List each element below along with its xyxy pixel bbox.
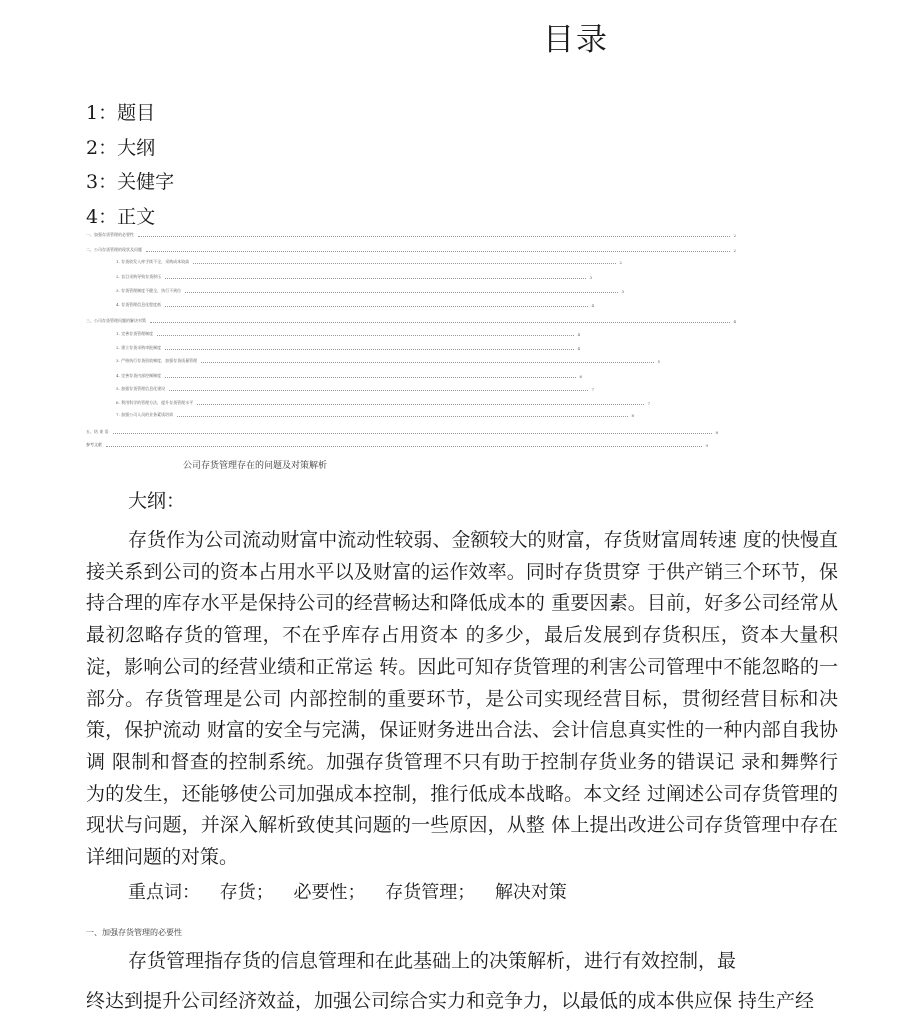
toc-label: 二、公司存货管理的现状及问题 [86,247,142,252]
toc-page: 7 [591,387,594,392]
toc-page: 2 [733,233,736,238]
toc-label: 4. 完善存货内部控制制度 [116,373,162,378]
outline-item: 2：大纲 [86,136,156,159]
outline-item: 3：关健字 [86,171,175,193]
section-heading: 一、加强存货管理的必要性 [86,928,182,937]
toc-label: 参考文献 [86,442,102,447]
outline-item: 4：正文 [86,205,156,228]
keywords-line [128,878,581,904]
body-text-line: 存货管理指存货的信息管理和在此基础上的决策解析，进行有效控制，最 [128,950,737,972]
abstract-label: 大纲： [128,490,186,512]
toc-label: 1. 存货收发入库手续不全，采购成本较高 [116,259,190,264]
toc-page: 4 [733,319,736,324]
toc-entry[interactable] [116,345,580,351]
document-subtitle: 公司存货管理存在的问题及对策解析 [183,461,328,471]
toc-page: 2 [733,248,736,253]
toc-label: 一、加强存货管理的必要性 [86,232,134,237]
keyword: 解决对策 [494,882,567,903]
toc-page: 8 [631,413,634,418]
toc-label: 3. 存货管理制度不健全，执行不到位 [116,288,182,293]
toc-page: 4 [577,332,580,337]
toc-entry[interactable] [86,442,708,448]
toc-entry[interactable] [116,302,594,308]
toc-label: 3. 严格执行存货验收制度，加强存货质量管理 [116,358,198,363]
keyword: 存货管理； [385,882,476,903]
toc-label: 五、结 束 语 [86,429,109,434]
outline-list [86,96,174,234]
toc-entry[interactable] [116,331,580,337]
toc-page: 2 [619,260,622,265]
toc-page: 4 [577,346,580,351]
toc-entry[interactable] [86,429,718,435]
toc-page: 9 [705,443,708,448]
toc-entry[interactable] [116,412,634,418]
toc-label: 2. 建立存货采购审批制度 [116,345,162,350]
toc-page: 6 [579,374,582,379]
toc-label: 三、公司存货管理问题的解决对策 [86,318,146,323]
toc-entry[interactable] [116,386,594,392]
body-text-line: 终达到提升公司经济效益，加强公司综合实力和竞争力，以最低的成本供应保 持生产经 [86,990,815,1012]
keyword: 存货； [219,882,274,903]
toc-entry[interactable] [116,358,660,364]
toc-entry[interactable] [116,288,624,294]
toc-entry[interactable] [86,318,736,324]
toc-label: 2. 盲目采购导致存货积压 [116,274,162,279]
toc-page: 3 [589,275,592,280]
toc-label: 6. 利用科学的管理方法，提升存货管理水平 [116,400,194,405]
toc-page: 4 [591,303,594,308]
keyword: 必要性； [293,882,366,903]
toc-entry[interactable] [116,373,582,379]
toc-entry[interactable] [116,259,622,265]
toc-page: 5 [657,359,660,364]
page-title: 目录 [543,22,609,58]
keywords-label: 重点词： [128,882,200,903]
abstract-paragraph: 存货作为公司流动财富中流动性较弱、金额较大的财富，存货财富周转速 度的快慢直接关系到公司的资本占用水平以及财富的运作效率。同时存货贯穿 于供产销三个环节，保持合理的库存水平是保持公司的经营畅达和降低成本的 重要因素。目前，好多公司经常从最初忽略存货的管理，不在乎库存占用资本 的多少，最后发展到存货积压，资本大量积淀，影响公司的经营业绩和正常运 转。因此可知存货管理的利害公司管理中不能忽略的一部分。存货管理是公司 内部控制的重要环节，是公司实现经营目标，贯彻经营目标和决策，保护流动 财富的安全与完满，保证财务进出合法、会计信息真实性的一种内部自我协调 限制和督查的控制系统。加强存货管理不只有助于控制存货业务的错误记 录和舞弊行为的发生，还能够使公司加强成本控制，推行低成本战略。本文经 过阐述公司存货管理的现状与问题，并深入解析致使其问题的一些原因，从整 体上提出改进公司存货管理中存在详细问题的对策。 [86,529,838,869]
toc-entry[interactable] [116,400,650,406]
toc-label: 7. 加强公司人员的业务素质培训 [116,412,174,417]
toc-entry[interactable] [116,274,592,280]
toc-entry[interactable] [86,232,736,238]
toc-page: 8 [715,430,718,435]
toc-page: 3 [621,289,624,294]
toc-entry[interactable] [86,247,736,253]
toc-label: 5. 加强存货管理信息化建设 [116,386,166,391]
outline-item: 1：题目 [86,102,156,124]
toc-label: 1. 完善存货管理制度 [116,331,154,336]
toc-page: 7 [647,401,650,406]
toc-label: 4. 存货管理信息化程度低 [116,302,162,307]
